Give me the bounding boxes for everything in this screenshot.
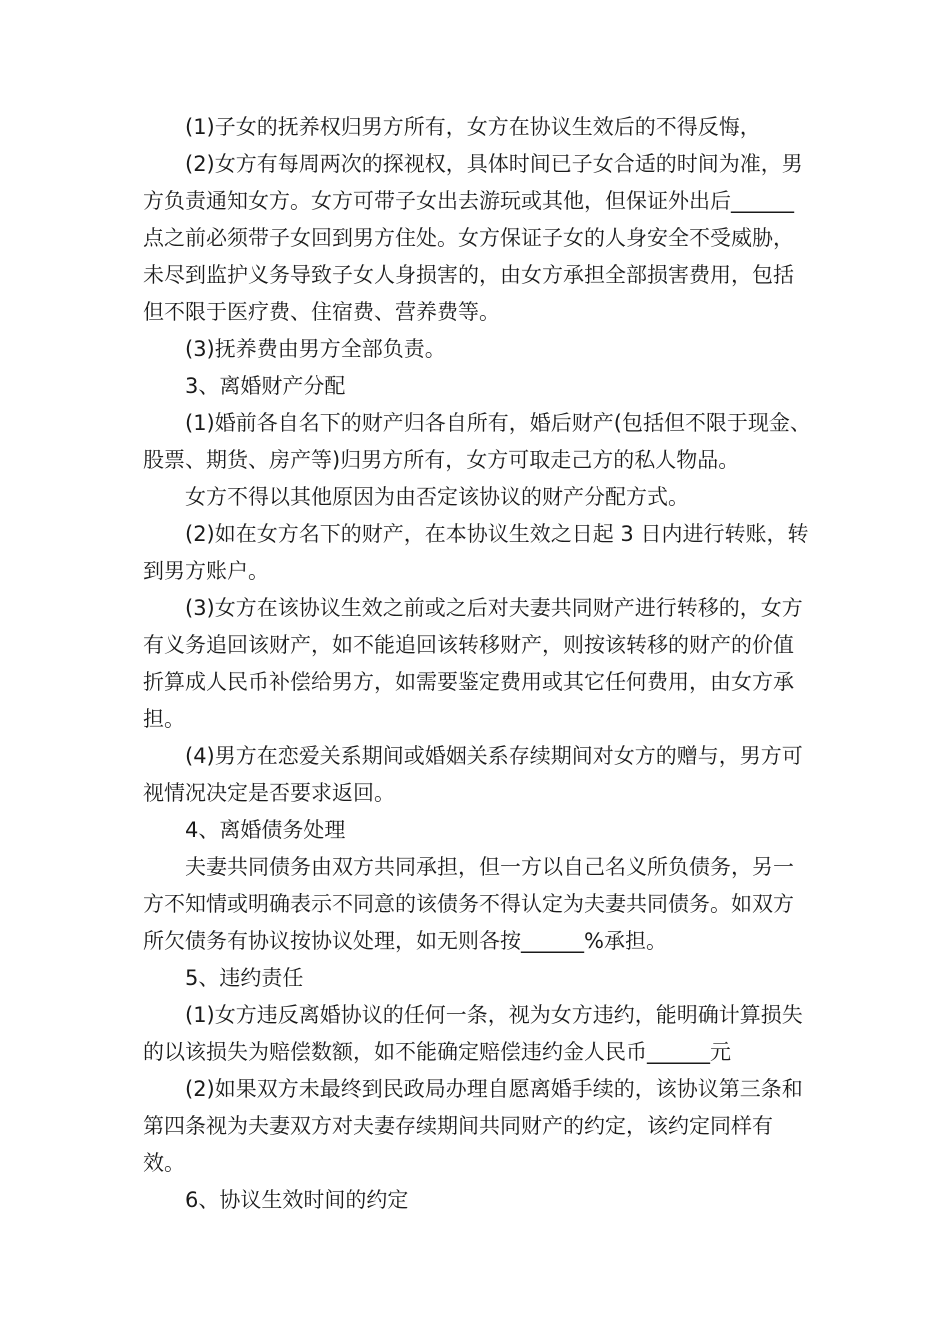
clause-property-ownership: (1)婚前各自名下的财产归各自所有，婚后财产(包括但不限于现金、股票、期货、房产等)归男方所有，女方可取走己方的私人物品。 (143, 411, 811, 472)
section-heading-breach: 5、违约责任 (185, 966, 304, 990)
clause-breach-validity: (2)如果双方未最终到民政局办理自愿离婚手续的，该协议第三条和第四条视为夫妻双方对夫妻存续期间共同财产的约定，该约定同样有效。 (143, 1077, 803, 1175)
section-heading-debt: 4、离婚债务处理 (185, 818, 346, 842)
section-heading-property: 3、离婚财产分配 (185, 374, 346, 398)
clause-gifts: (4)男方在恋爱关系期间或婚姻关系存续期间对女方的赠与，男方可视情况决定是否要求返回。 (143, 744, 803, 805)
clause-property-no-denial: 女方不得以其他原因为由否定该协议的财产分配方式。 (185, 485, 689, 509)
section-heading-effective-date: 6、协议生效时间的约定 (185, 1188, 409, 1212)
clause-property-recovery: (3)女方在该协议生效之前或之后对夫妻共同财产进行转移的，女方有义务追回该财产，如不能追回该转移财产，则按该转移的财产的价值折算成人民币补偿给男方，如需要鉴定费用或其它任何费用，由女方承担。 (143, 596, 803, 731)
clause-property-transfer: (2)如在女方名下的财产，在本协议生效之日起 3 日内进行转账，转到男方账户。 (143, 522, 809, 583)
document-body (143, 109, 813, 1219)
clause-custody: (1)子女的抚养权归男方所有，女方在协议生效后的不得反悔， (185, 115, 761, 139)
clause-visitation: (2)女方有每周两次的探视权，具体时间已子女合适的时间为准，男方负责通知女方。女方可带子女出去游玩或其他，但保证外出后______点之前必须带子女回到男方住处。女方保证子女的人身安全不受威胁，未尽到监护义务导致子女人身损害的，由女方承担全部损害费用，包括但不限于医疗费、住宿费、营养费等。 (143, 152, 803, 324)
clause-breach-compensation: (1)女方违反离婚协议的任何一条，视为女方违约，能明确计算损失的以该损失为赔偿数额，如不能确定赔偿违约金人民币______元 (143, 1003, 803, 1064)
clause-joint-debt: 夫妻共同债务由双方共同承担，但一方以自己名义所负债务，另一方不知情或明确表示不同意的该债务不得认定为夫妻共同债务。如双方所欠债务有协议按协议处理，如无则各按______%承担。 (143, 855, 794, 953)
clause-child-support: (3)抚养费由男方全部负责。 (185, 337, 446, 361)
